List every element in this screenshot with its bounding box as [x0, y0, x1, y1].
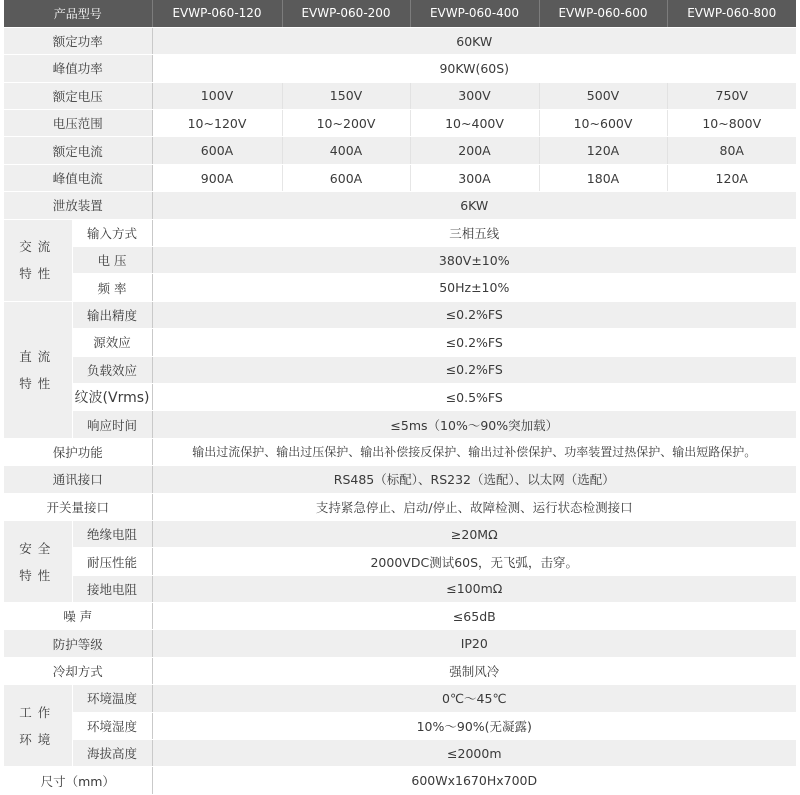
cell: 400A [282, 137, 410, 164]
row-value: 50Hz±10% [152, 274, 796, 301]
row-label: 绝缘电阻 [72, 520, 152, 547]
row-label: 输出精度 [72, 301, 152, 328]
group-text: 工作 环境 [19, 704, 57, 747]
row-safety-insulation [4, 520, 796, 547]
row-label: 额定功率 [4, 27, 152, 54]
row-switch-io [4, 493, 796, 520]
row-label: 海拔高度 [72, 740, 152, 767]
row-ac-voltage [4, 247, 796, 274]
row-value: 2000VDC测试60S，无飞弧，击穿。 [152, 548, 796, 575]
group-text: 交流 特性 [19, 239, 57, 282]
row-label: 纹波(Vrms) [72, 383, 152, 410]
row-label: 冷却方式 [4, 657, 152, 684]
row-env-temp [4, 685, 796, 712]
header-model-1: EVWP-060-120 [152, 0, 282, 27]
row-value: ≥20MΩ [152, 520, 796, 547]
row-value: RS485（标配）、RS232（选配）、以太网（选配） [152, 466, 796, 493]
header-model-5: EVWP-060-800 [667, 0, 796, 27]
row-env-humidity [4, 712, 796, 739]
cell: 120A [539, 137, 667, 164]
row-label: 噪 声 [4, 603, 152, 630]
row-label: 接地电阻 [72, 575, 152, 602]
row-value: 90KW(60S) [152, 55, 796, 82]
row-value: ≤0.2%FS [152, 356, 796, 383]
cell: 120A [667, 164, 796, 191]
row-label: 防护等级 [4, 630, 152, 657]
row-safety-ground [4, 575, 796, 602]
row-protection [4, 438, 796, 465]
row-value: 10%～90%(无凝露) [152, 712, 796, 739]
row-label: 额定电压 [4, 82, 152, 109]
cell: 200A [410, 137, 539, 164]
row-peak-power [4, 55, 796, 82]
cell: 80A [667, 137, 796, 164]
group-dc-label [4, 301, 72, 438]
row-value: ≤0.5%FS [152, 383, 796, 410]
header-model-2: EVWP-060-200 [282, 0, 410, 27]
row-label: 尺寸（mm） [4, 767, 152, 794]
row-value: 6KW [152, 192, 796, 219]
row-value: ≤100mΩ [152, 575, 796, 602]
row-label: 耐压性能 [72, 548, 152, 575]
row-peak-current [4, 164, 796, 191]
cell: 600A [282, 164, 410, 191]
cell: 10~600V [539, 110, 667, 137]
row-ac-input [4, 219, 796, 246]
row-dc-response [4, 411, 796, 438]
row-value: ≤65dB [152, 603, 796, 630]
header-model-label: 产品型号 [4, 0, 152, 27]
group-ac-label [4, 219, 72, 301]
row-ac-frequency [4, 274, 796, 301]
cell: 10~120V [152, 110, 282, 137]
row-value: 380V±10% [152, 247, 796, 274]
row-value: ≤0.2%FS [152, 301, 796, 328]
row-rated-power [4, 27, 796, 54]
row-value: ≤5ms（10%～90%突加载） [152, 411, 796, 438]
row-label: 环境湿度 [72, 712, 152, 739]
group-safety-label [4, 520, 72, 602]
cell: 500V [539, 82, 667, 109]
row-value: 0℃～45℃ [152, 685, 796, 712]
row-value: 600Wx1670Hx700D [152, 767, 796, 794]
row-comm [4, 466, 796, 493]
row-safety-withstand [4, 548, 796, 575]
row-label: 额定电流 [4, 137, 152, 164]
cell: 10~800V [667, 110, 796, 137]
row-label: 电 压 [72, 247, 152, 274]
row-cooling [4, 657, 796, 684]
row-label: 频 率 [72, 274, 152, 301]
row-value: 输出过流保护、输出过压保护、输出补偿接反保护、输出过补偿保护、功率装置过热保护、输出短路保护。 [152, 438, 796, 465]
row-label: 开关量接口 [4, 493, 152, 520]
row-value: 60KW [152, 27, 796, 54]
cell: 600A [152, 137, 282, 164]
group-text: 直流 特性 [19, 348, 57, 391]
row-dc-load-effect [4, 356, 796, 383]
row-label: 源效应 [72, 329, 152, 356]
row-value: ≤2000m [152, 740, 796, 767]
row-label: 通讯接口 [4, 466, 152, 493]
cell: 10~400V [410, 110, 539, 137]
cell: 900A [152, 164, 282, 191]
row-dc-source-effect [4, 329, 796, 356]
spec-table [4, 0, 796, 795]
row-label: 峰值功率 [4, 55, 152, 82]
header-row [4, 0, 796, 27]
row-label: 负载效应 [72, 356, 152, 383]
group-text: 安全 特性 [19, 540, 57, 583]
header-model-3: EVWP-060-400 [410, 0, 539, 27]
row-value: 支持紧急停止、启动/停止、故障检测、运行状态检测接口 [152, 493, 796, 520]
row-rated-voltage [4, 82, 796, 109]
row-value: IP20 [152, 630, 796, 657]
cell: 300A [410, 164, 539, 191]
row-size [4, 767, 796, 794]
row-value: 强制风冷 [152, 657, 796, 684]
row-dc-ripple [4, 383, 796, 410]
row-voltage-range [4, 110, 796, 137]
row-label: 电压范围 [4, 110, 152, 137]
cell: 180A [539, 164, 667, 191]
row-label: 保护功能 [4, 438, 152, 465]
row-noise [4, 603, 796, 630]
row-label: 环境温度 [72, 685, 152, 712]
cell: 100V [152, 82, 282, 109]
row-value: ≤0.2%FS [152, 329, 796, 356]
row-discharge [4, 192, 796, 219]
header-model-4: EVWP-060-600 [539, 0, 667, 27]
row-ip [4, 630, 796, 657]
cell: 300V [410, 82, 539, 109]
row-label: 峰值电流 [4, 164, 152, 191]
row-label: 泄放装置 [4, 192, 152, 219]
row-env-altitude [4, 740, 796, 767]
cell: 10~200V [282, 110, 410, 137]
group-env-label [4, 685, 72, 767]
row-label: 响应时间 [72, 411, 152, 438]
row-rated-current [4, 137, 796, 164]
row-label: 输入方式 [72, 219, 152, 246]
cell: 750V [667, 82, 796, 109]
row-dc-precision [4, 301, 796, 328]
row-value: 三相五线 [152, 219, 796, 246]
cell: 150V [282, 82, 410, 109]
